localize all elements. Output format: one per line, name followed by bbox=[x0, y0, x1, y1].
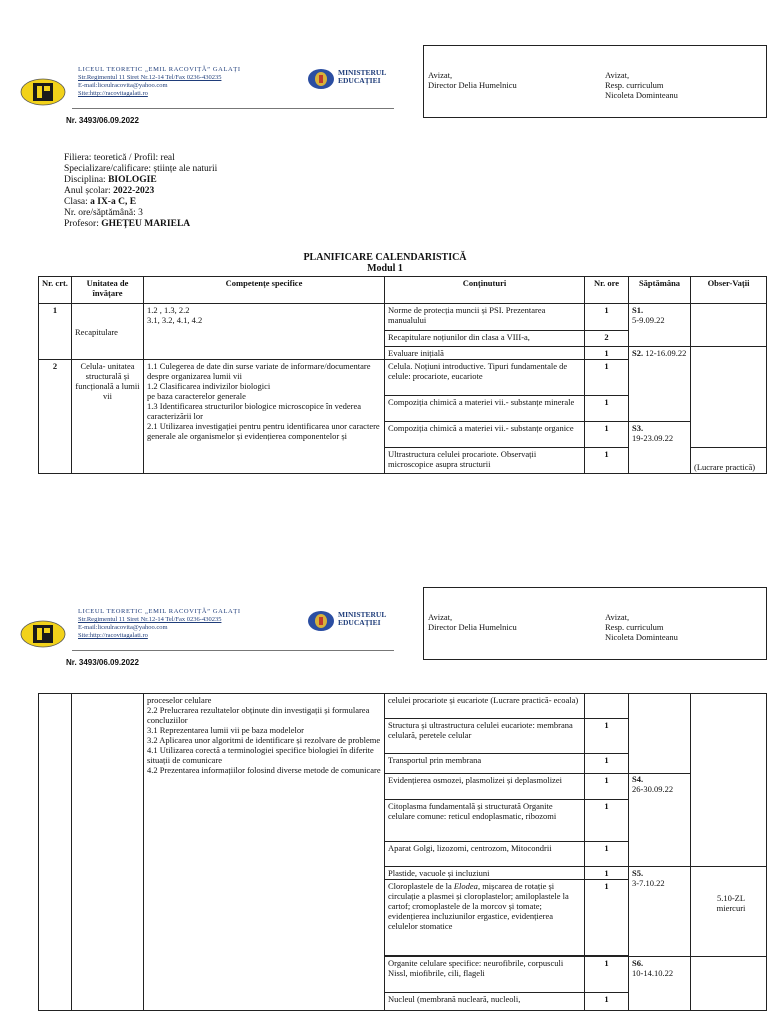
school-address: Str.Regimentul 11 Siret Nr.12-14 Tel/Fax 0236-430235 bbox=[78, 74, 222, 81]
table-row: Nucleul (membrană nucleară, nucleoli, 1 bbox=[39, 993, 767, 1011]
plan-table-continued bbox=[38, 693, 767, 1011]
profesor: Profesor: GHEȚEU MARIELA bbox=[64, 219, 191, 229]
registration-number: Nr. 3493/06.09.2022 bbox=[66, 116, 139, 125]
table-row: Citoplasma fundamentală și structurată Organite celulare comune: reticul endoplasmatic, ribozomi 1 bbox=[39, 800, 767, 842]
observation-note: 5.10-ZL miercuri bbox=[716, 893, 746, 913]
course-meta bbox=[64, 153, 444, 230]
title-main: PLANIFICARE CALENDARISTICĂ bbox=[303, 252, 467, 263]
school-logo-2 bbox=[20, 620, 66, 648]
curriculum-role: Resp. curriculum bbox=[605, 80, 664, 90]
table-row: Structura și ultrastructura celulei eucariote: membrana celulară, peretele celular 1 bbox=[39, 719, 767, 754]
school-email: E-mail:liceulracovita@yahoo.com bbox=[78, 82, 168, 89]
header-ore: Nr. ore bbox=[585, 277, 629, 304]
school-site-2[interactable]: Site:http://racovitagalati.ro bbox=[78, 632, 148, 639]
avizat-box-2: Avizat, Director Delia Humelnicu Avizat, Resp. curriculum Nicoleta Dominteanu bbox=[423, 587, 767, 660]
header-obs: Obser-Vații bbox=[691, 277, 767, 304]
table-row: 1 Recapitulare 1.2 , 1.3, 2.2 3.1, 3.2, 4.1, 4.2 Norme de protecția muncii și PSI. Prezentarea manualului 1 S1. 5-9.09.22 bbox=[39, 304, 767, 331]
avizat-left-label: Avizat, bbox=[428, 70, 453, 80]
header-continuturi: Conținuturi bbox=[385, 277, 585, 304]
ministry-name: MINISTERUL EDUCAȚIEI bbox=[338, 68, 387, 85]
director-name: Director Delia Humelnicu bbox=[428, 80, 517, 90]
table-row: Organite celulare specifice: neurofibrile, corpusculi Nissl, miofibrile, cili, flageli 1 S6. 10-14.10.22 bbox=[39, 957, 767, 993]
ministry-crest-icon bbox=[306, 68, 336, 90]
title-module: Modul 1 bbox=[367, 263, 403, 274]
avizat-box bbox=[423, 45, 767, 118]
clasa: Clasa: a IX-a C, E bbox=[64, 197, 137, 207]
curriculum-name: Nicoleta Dominteanu bbox=[605, 90, 678, 100]
table-row: Evaluare inițială 1 S2. 12-16.09.22 bbox=[39, 347, 767, 360]
school-name: LICEUL TEORETIC „EMIL RACOVIȚĂ” GALAȚI bbox=[78, 66, 241, 73]
table-row: Recapitulare noțiunilor din clasa a VIII-a, 2 bbox=[39, 331, 767, 347]
ministry-name-2: MINISTERUL EDUCAȚIEI bbox=[338, 610, 387, 627]
table-row: 2 Celula- unitatea structurală și funcțională a lumii vii 1.1 Culegerea de date din surse variate de informare/documentare despre organizarea lumii vii 1.2 Clasificarea indivizilor biologici pe baza caracterelor generale 1.3 Identificarea structurilor biologice microscopice în vederea caracterizării lor 2.1 Utilizarea investigației pentru pentru identificarea unor caractere generale ale organismelor și evidențierea componentelor și Celula. Noțiuni introductive. Tipuri fundamentale de celule: procariote, eucariote 1 bbox=[39, 360, 767, 396]
school-site[interactable]: Site:http://racovitagalati.ro bbox=[78, 90, 148, 97]
header-unitate: Unitatea de învățare bbox=[72, 277, 144, 304]
header-divider-2 bbox=[72, 650, 394, 651]
school-logo bbox=[20, 78, 66, 106]
filiera: Filiera: teoretică / Profil: real bbox=[64, 153, 175, 163]
an-scolar: Anul școlar: 2022-2023 bbox=[64, 186, 155, 196]
disciplina: Disciplina: BIOLOGIE bbox=[64, 175, 157, 185]
ministry-crest-icon-2 bbox=[306, 610, 336, 632]
ore-saptamana: Nr. ore/săptămână: 3 bbox=[64, 208, 143, 218]
header-saptamana: Săptămâna bbox=[629, 277, 691, 304]
table-row: Cloroplastele de la Elodea, mișcarea de rotație și circulație a plasmei și cloroplastelor; amiloplastele la cartof; cromoplastele de la morcov și tomate; evidențierea incluziunilor ergastice, evidențierea celulelor stomatice 1 bbox=[39, 880, 767, 956]
registration-number-2: Nr. 3493/06.09.2022 bbox=[66, 658, 139, 667]
header-competente: Competențe specifice bbox=[144, 277, 385, 304]
school-info-2: LICEUL TEORETIC „EMIL RACOVIȚĂ” GALAȚI Str.Regimentul 11 Siret Nr.12-14 Tel/Fax 0236-430235 E-mail:liceulracovita@yahoo.com Site:http://racovitagalati.ro bbox=[78, 608, 308, 640]
table-row: Transportul prin membrana 1 bbox=[39, 754, 767, 774]
table-row: proceselor celulare 2.2 Prelucrarea rezultatelor obținute din investigații și formularea concluziilor 3.1 Reprezentarea lumii vii pe baza modelelor 3.2 Aplicarea unor algoritmi de identificare și rezolvare de probleme 4.1 Utilizarea corectă a terminologiei specifice biologiei în diferite situații de comunicare 4.2 Prezentarea informațiilor folosind diverse metode de comunicare celulei procariote și eucariote (Lucrare practică- ecoala) bbox=[39, 694, 767, 719]
table-row: Ultrastructura celulei procariote. Observații microscopice asupra structurii 1 (Lucrare practică) bbox=[39, 448, 767, 474]
school-info bbox=[78, 66, 308, 98]
table-row: Evidențierea osmozei, plasmolizei și deplasmolizei 1 S4. 26-30.09.22 bbox=[39, 774, 767, 800]
plan-table bbox=[38, 276, 767, 474]
table-row: Compoziția chimică a materiei vii.- substanțe organice 1 S3. 19-23.09.22 bbox=[39, 422, 767, 448]
document-title bbox=[260, 252, 510, 274]
header-divider bbox=[72, 108, 394, 109]
avizat-right-label: Avizat, bbox=[605, 70, 630, 80]
table-row: Compoziția chimică a materiei vii.- substanțe minerale 1 bbox=[39, 396, 767, 422]
table-row: Aparat Golgi, lizozomi, centrozom, Mitocondrii 1 bbox=[39, 842, 767, 867]
header-nr: Nr. crt. bbox=[39, 277, 72, 304]
table-row: Plastide, vacuole și incluziuni 1 S5. 3-7.10.22 bbox=[39, 867, 767, 880]
specializare: Specializare/calificare: științe ale naturii bbox=[64, 164, 218, 174]
